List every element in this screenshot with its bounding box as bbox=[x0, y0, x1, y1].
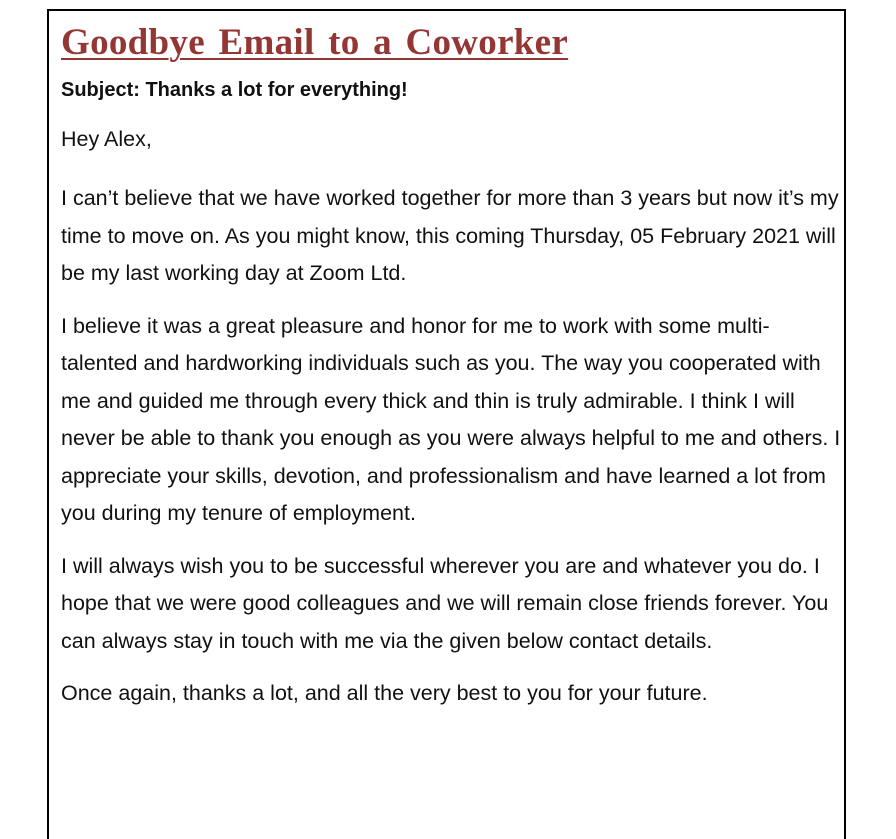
email-subject: Subject: Thanks a lot for everything! bbox=[61, 79, 408, 101]
document-frame bbox=[47, 9, 846, 839]
email-greeting: Hey Alex, bbox=[61, 127, 152, 151]
email-paragraph-4: Once again, thanks a lot, and all the very best to you for your future. bbox=[61, 681, 708, 705]
email-paragraph-2: I believe it was a great pleasure and honor for me to work with some multi-talented and hardworking individuals such as you. The way you cooperated with me and guided me through every thick and thin is truly admirable. I think I will never be able to thank you enough as you were always helpful to me and others. I appreciate your skills, devotion, and professionalism and have learned a lot from you during my tenure of employment. bbox=[61, 313, 841, 525]
document-body bbox=[61, 21, 841, 728]
email-paragraph-1: I can’t believe that we have worked together for more than 3 years but now it’s my time to move on. As you might know, this coming Thursday, 05 February 2021 will be my last working day at Zoom Ltd. bbox=[61, 186, 839, 285]
email-paragraph-3: I will always wish you to be successful wherever you are and whatever you do. I hope that we were good colleagues and we will remain close friends forever. You can always stay in touch with me via the given below contact details. bbox=[61, 553, 829, 653]
document-title: Goodbye Email to a Coworker bbox=[61, 22, 569, 63]
